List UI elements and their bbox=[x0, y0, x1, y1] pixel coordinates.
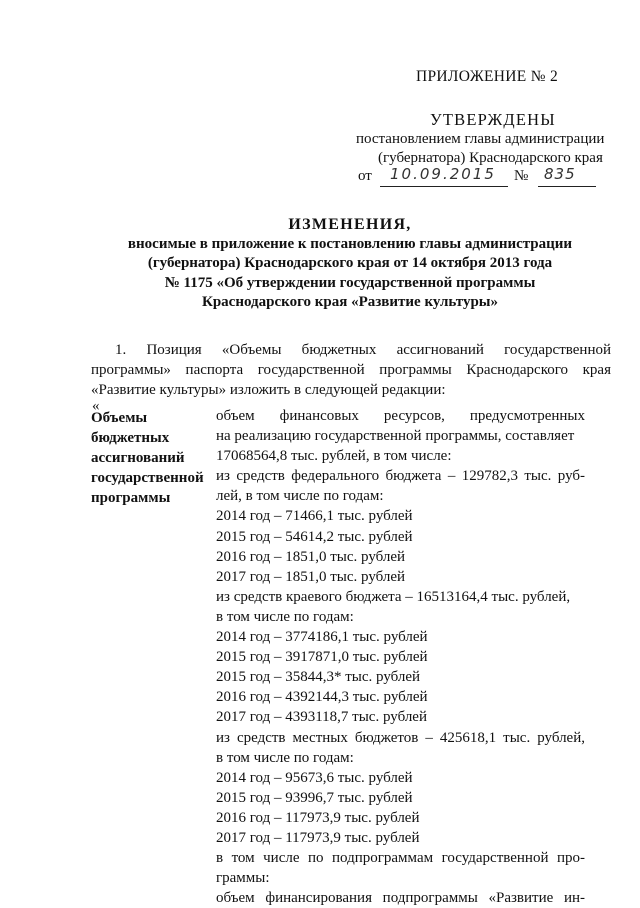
table-value-line: 2015 год – 35844,3* тыс. рублей bbox=[216, 669, 421, 686]
approved-label: УТВЕРЖДЕНЫ bbox=[430, 110, 556, 129]
table-value-line: 2014 год – 71466,1 тыс. рублей bbox=[216, 508, 413, 525]
table-value-line: 2017 год – 4393118,7 тыс. рублей bbox=[216, 709, 427, 726]
opening-quote: « bbox=[92, 398, 100, 414]
number-field bbox=[538, 165, 596, 187]
title-main: ИЗМЕНЕНИЯ, bbox=[288, 216, 412, 233]
table-label-line: бюджетных bbox=[91, 430, 170, 446]
table-value-line: 2015 год – 54614,2 тыс. рублей bbox=[216, 528, 413, 545]
table-value-line: объем финансовых ресурсов, предусмотренных bbox=[216, 408, 585, 424]
table-value-line: лей, в том числе по годам: bbox=[216, 488, 384, 505]
paragraph-line: «Развитие культуры» изложить в следующей редакции: bbox=[91, 382, 446, 398]
table-value-line: 2017 год – 1851,0 тыс. рублей bbox=[216, 568, 406, 585]
table-value-line: объем финансирования подпрограммы «Развитие ин- bbox=[216, 890, 585, 907]
table-value-line: из средств местных бюджетов – 425618,1 тыс. рублей, bbox=[216, 729, 585, 746]
table-label-line: Объемы bbox=[91, 410, 148, 426]
table-value-line: 2015 год – 93996,7 тыс. рублей bbox=[216, 789, 413, 806]
title-line: вносимые в приложение к постановлению главы администрации bbox=[127, 235, 573, 252]
table-value-line: в том числе по годам: bbox=[216, 749, 354, 766]
document-title bbox=[60, 215, 640, 313]
title-line: (губернатора) Краснодарского края от 14 октября 2013 года bbox=[147, 255, 553, 271]
table-label-line: ассигнований bbox=[91, 450, 185, 466]
table-value-line: 2016 год – 117973,9 тыс. рублей bbox=[216, 809, 420, 826]
date-number-line bbox=[358, 165, 618, 190]
table-value-line: 2014 год – 3774186,1 тыс. рублей bbox=[216, 629, 428, 646]
title-line: № 1175 «Об утверждении государственной программы bbox=[164, 274, 536, 291]
table-value-line: 2017 год – 117973,9 тыс. рублей bbox=[216, 829, 420, 846]
decree-line-2: (губернатора) Краснодарского края bbox=[378, 150, 603, 166]
table-value-line: в том числе по подпрограммам государственной про- bbox=[216, 850, 585, 867]
table-label-line: государственной bbox=[91, 470, 204, 486]
number-prefix: № bbox=[514, 168, 529, 184]
decree-line-1: постановлением главы администрации bbox=[356, 131, 605, 147]
handwritten-number: 835 bbox=[544, 165, 576, 183]
table-value-line: 2016 год – 1851,0 тыс. рублей bbox=[216, 548, 406, 565]
title-line: Краснодарского края «Развитие культуры» bbox=[201, 294, 499, 310]
date-field bbox=[380, 165, 508, 187]
table-label-line: программы bbox=[91, 490, 171, 506]
table-value-line: в том числе по годам: bbox=[216, 608, 354, 625]
table-value-line: на реализацию государственной программы, составляет bbox=[216, 428, 575, 445]
table-value-line: 17068564,8 тыс. рублей, в том числе: bbox=[216, 448, 452, 465]
table-value-column bbox=[216, 406, 585, 908]
paragraph-line: 1. Позиция «Объемы бюджетных ассигнований государственной bbox=[115, 342, 611, 358]
table-value-line: граммы: bbox=[216, 870, 270, 887]
table-value-line: из средств федерального бюджета – 129782,3 тыс. руб- bbox=[216, 468, 585, 485]
table-value-line: из средств краевого бюджета – 16513164,4 тыс. рублей, bbox=[216, 588, 571, 605]
table-value-line: 2014 год – 95673,6 тыс. рублей bbox=[216, 769, 413, 786]
annex-label: ПРИЛОЖЕНИЕ № 2 bbox=[416, 68, 559, 85]
handwritten-date: 10.09.2015 bbox=[390, 165, 496, 183]
date-prefix: от bbox=[358, 168, 372, 184]
paragraph-line: программы» паспорта государственной программы Краснодарского края bbox=[91, 362, 611, 378]
table-label-column bbox=[91, 408, 211, 508]
table-value-line: 2016 год – 4392144,3 тыс. рублей bbox=[216, 689, 428, 706]
table-value-line: 2015 год – 3917871,0 тыс. рублей bbox=[216, 649, 428, 666]
